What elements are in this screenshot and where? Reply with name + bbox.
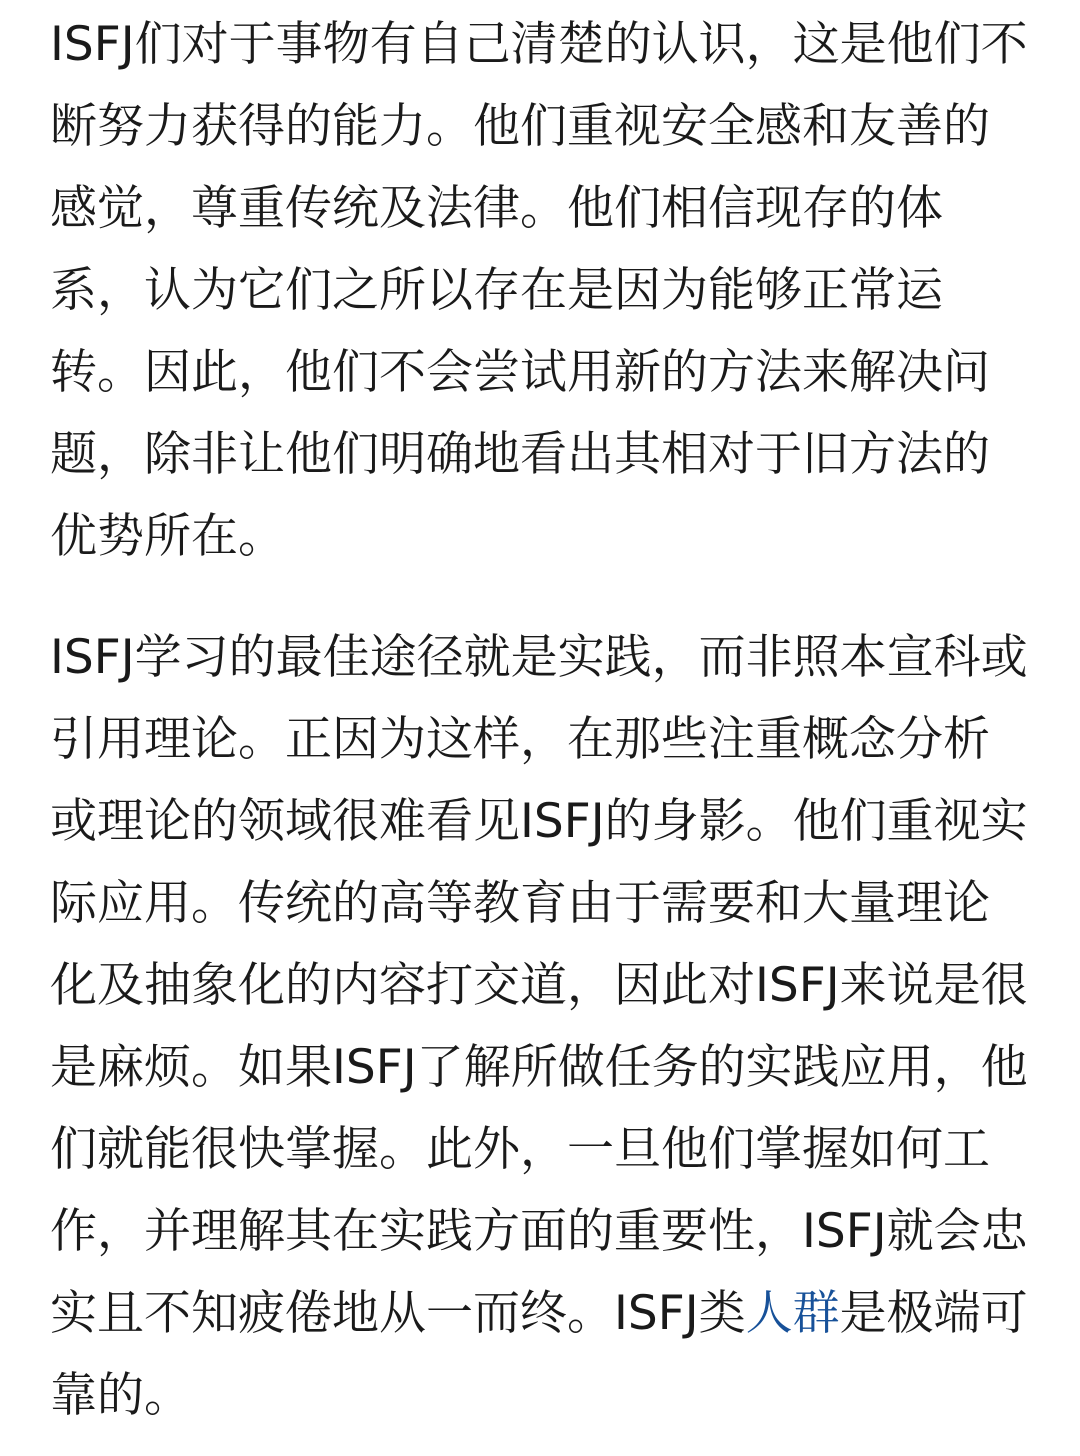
paragraph-isfj-learning bbox=[50, 617, 1028, 1437]
paragraph-isfj-cognition: ISFJ们对于事物有自己清楚的认识，这是他们不断努力获得的能力。他们重视安全感和友善的感觉，尊重传统及法律。他们相信现存的体系，认为它们之所以存在是因为能够正常运转。因此，他们不会尝试用新的方法来解决问题，除非让他们明确地看出其相对于旧方法的优势所在。 bbox=[50, 17, 1028, 564]
paragraph-text-before-link: ISFJ学习的最佳途径就是实践，而非照本宣科或引用理论。正因为这样，在那些注重概念分析或理论的领域很难看见ISFJ的身影。他们重视实际应用。传统的高等教育由于需要和大量理论化及抽象化的内容打交道，因此对ISFJ来说是很是麻烦。如果ISFJ了解所做任务的实践应用，他们就能很快掌握。此外，一旦他们掌握如何工作，并理解其在实践方面的重要性，ISFJ就会忠实且不知疲倦地从一而终。ISFJ类 bbox=[50, 630, 1028, 1341]
paragraph-text-after-link: 是极端可靠的。 bbox=[50, 1286, 1028, 1423]
crowd-link[interactable]: 人群 bbox=[745, 1286, 840, 1341]
